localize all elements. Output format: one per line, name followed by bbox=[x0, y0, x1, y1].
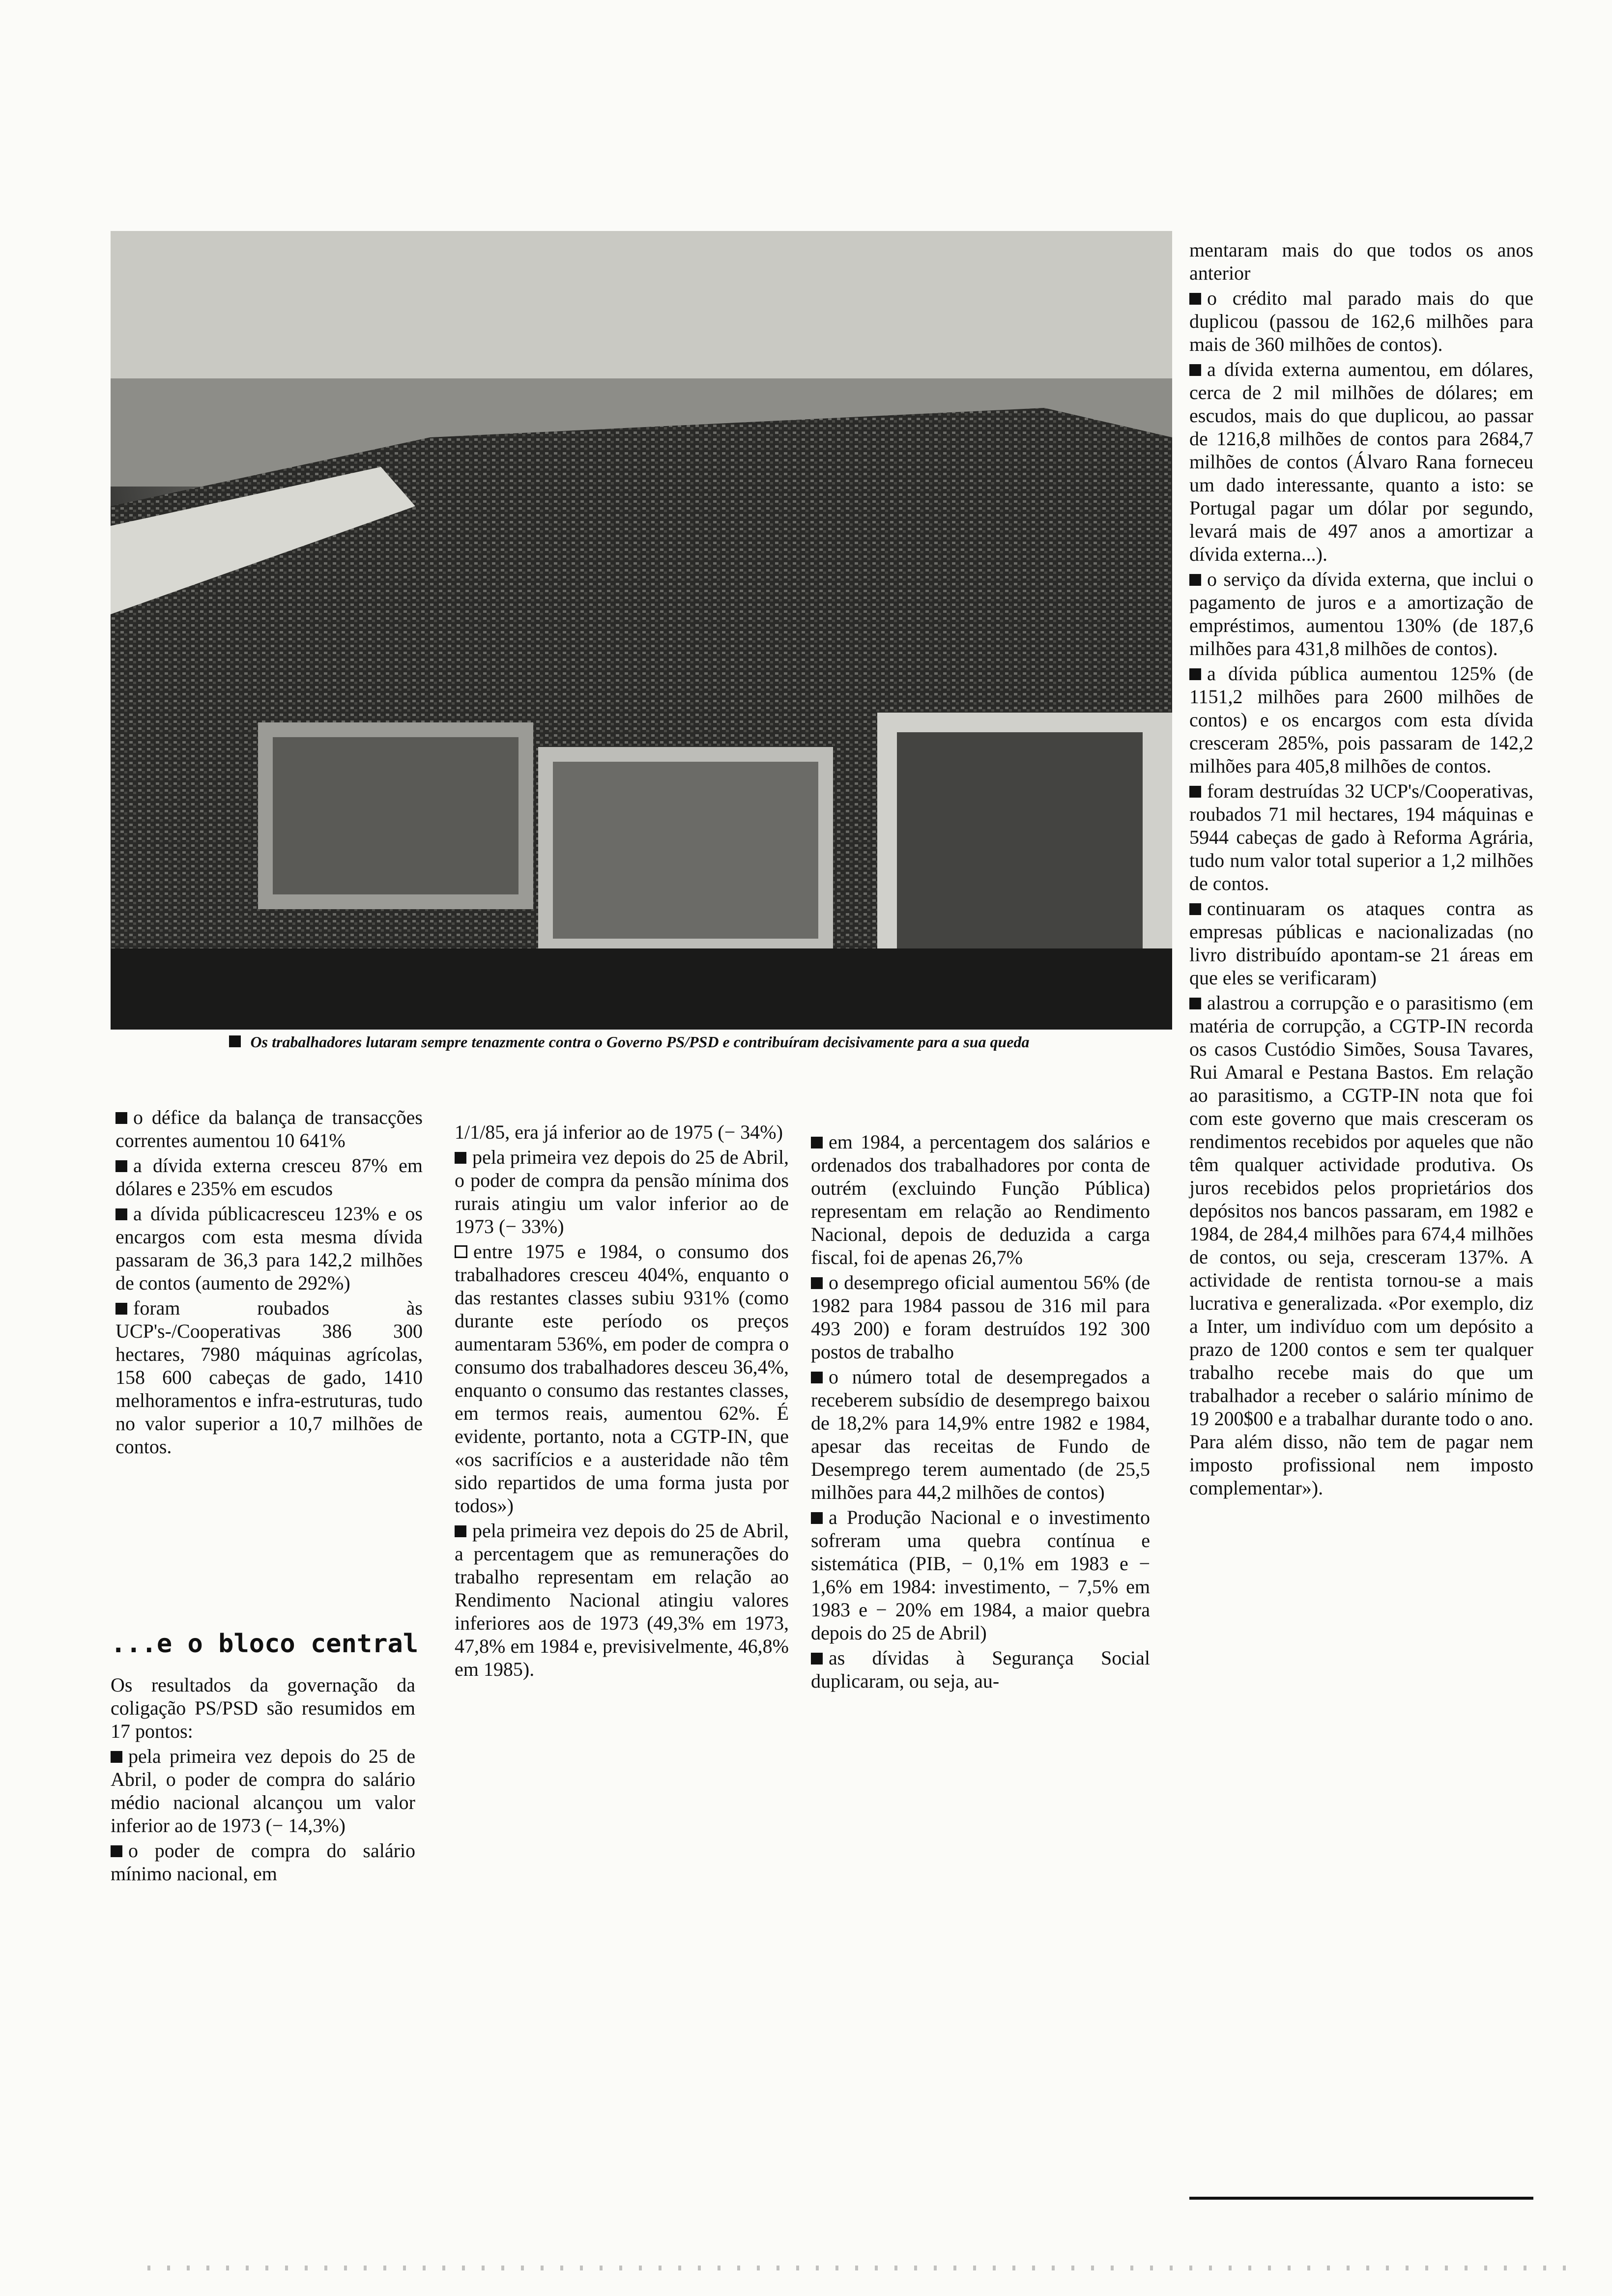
bullet-square-icon bbox=[115, 1208, 127, 1220]
paragraph: foram roubados às UCP's-/Cooperativas 386 300 hectares, 7980 máquinas agrícolas, 158 600 cabeças de gado, 1410 melhoramentos e infra-estruturas, tudo no valor superior a 10,7 milhões de contos. bbox=[115, 1297, 423, 1458]
bullet-square-icon bbox=[1189, 293, 1201, 305]
aerial-city-illustration bbox=[111, 231, 1172, 1030]
bullet-square-icon bbox=[115, 1303, 127, 1315]
paragraph: o poder de compra do salário mínimo nacional, em bbox=[111, 1839, 415, 1885]
photo-caption: Os trabalhadores lutaram sempre tenazmente contra o Governo PS/PSD e contribuíram decisivamente para a sua queda bbox=[93, 1032, 1165, 1052]
paragraph: foram destruídas 32 UCP's/Cooperativas, roubados 71 mil hectares, 194 máquinas e 5944 cabeças de gado à Reforma Agrária, tudo num valor total superior a 1,2 milhões de contos. bbox=[1189, 780, 1533, 894]
section-heading: ...e o bloco central bbox=[111, 1629, 419, 1659]
bullet-square-icon bbox=[811, 1372, 823, 1383]
bullet-square-icon bbox=[111, 1845, 122, 1857]
column-2 bbox=[455, 1120, 789, 1683]
paragraph: em 1984, a percentagem dos salários e ordenados dos trabalhadores por conta de outrém (excluindo Função Pública) representam em relação ao Rendimento Nacional, depois de deduzida a carga fiscal, foi de apenas 26,7% bbox=[811, 1131, 1150, 1268]
paragraph: pela primeira vez depois do 25 de Abril, a percentagem que as remunerações do trabalho representam em relação ao Rendimento Nacional atingiu valores inferiores aos de 1973 (49,3% em 1973, 47,8% em 1984 e, previsivelmente, 46,8% em 1985). bbox=[455, 1520, 789, 1680]
bullet-hollow-square-icon bbox=[455, 1245, 467, 1258]
bullet-square-icon bbox=[115, 1160, 127, 1172]
paragraph: o desemprego oficial aumentou 56% (de 1982 para 1984 passou de 316 mil para 493 200) e foram destruídos 192 300 postos de trabalho bbox=[811, 1271, 1150, 1363]
end-rule bbox=[1189, 2197, 1533, 2200]
scan-noise bbox=[147, 2266, 1573, 2270]
paragraph: alastrou a corrupção e o parasitismo (em matéria de corrupção, a CGTP-IN recorda os casos Custódio Simões, Sousa Tavares, Rui Amaral e Pestana Bastos. Em relação ao parasitismo, a CGTP-IN nota que foi com este governo que mais cresceram os rendimentos recebidos por aqueles que não têm qualquer actividade produtiva. Os juros recebidos pelos proprietários dos depósitos nos bancos passaram, em 1982 e 1984, de 284,4 milhões para 674,4 milhões de contos, ou seja, cresceram 137%. A actividade de rentista tornou-se a mais lucrativa e generalizada. «Por exemplo, diz a Inter, um indivíduo com um depósito a prazo de 1200 contos e sem ter qualquer trabalho recebe mais do que um trabalhador a receber o salário mínimo de 19 200$00 e a trabalhar durante todo o ano. Para além disso, não tem de pagar nem imposto profissional nem imposto complementar»). bbox=[1189, 992, 1533, 1499]
paragraph: a dívida públicacresceu 123% e os encargos com esta mesma dívida passaram de 36,3 para 142,2 milhões de contos (aumento de 292%) bbox=[115, 1203, 423, 1294]
paragraph: a Produção Nacional e o investimento sofreram uma quebra contínua e sistemática (PIB, − 0,1% em 1983 e − 1,6% em 1984: investimento, − 7,5% em 1983 e − 20% em 1984, a maior quebra depois do 25 de Abril) bbox=[811, 1506, 1150, 1644]
column-4 bbox=[1189, 238, 1533, 1501]
bullet-square-icon bbox=[811, 1277, 823, 1289]
bullet-square-icon bbox=[1189, 998, 1201, 1009]
paragraph: entre 1975 e 1984, o consumo dos trabalhadores cresceu 404%, enquanto o das restantes classes subiu 931% (como durante este período os preços aumentaram 536%, em poder de compra o consumo dos trabalhadores desceu 36,4%, enquanto o consumo das restantes classes, em termos reais, aumentou 62%. É evidente, portanto, nota a CGTP-IN, que «os sacrifícios e a austeridade não têm sido repartidos de uma forma justa por todos») bbox=[455, 1240, 789, 1517]
bullet-square-icon bbox=[811, 1512, 823, 1524]
bullet-square-icon bbox=[811, 1137, 823, 1148]
paragraph: Os resultados da governação da coligação PS/PSD são resumidos em 17 pontos: bbox=[111, 1674, 415, 1742]
intro-column bbox=[111, 1673, 415, 1887]
paragraph: o défice da balança de transacções correntes aumentou 10 641% bbox=[115, 1106, 423, 1151]
bullet-square-icon bbox=[229, 1035, 241, 1047]
paragraph: o crédito mal parado mais do que duplicou (passou de 162,6 milhões para mais de 360 milhões de contos). bbox=[1189, 287, 1533, 355]
paragraph: mentaram mais do que todos os anos anterior bbox=[1189, 239, 1533, 284]
paragraph: pela primeira vez depois do 25 de Abril, o poder de compra do salário médio nacional alcançou um valor inferior ao de 1973 (− 14,3%) bbox=[111, 1745, 415, 1837]
bullet-square-icon bbox=[1189, 364, 1201, 376]
bullet-square-icon bbox=[455, 1152, 466, 1164]
bullet-square-icon bbox=[811, 1653, 823, 1665]
paragraph: a dívida externa aumentou, em dólares, cerca de 2 mil milhões de dólares; em escudos, mais do que duplicou, ao passar de 1216,8 milhões de contos para 2684,7 milhões de contos (Álvaro Rana forneceu um dado interessante, quanto a isto: se Portugal pagar um dólar por segundo, levará mais de 497 anos a amortizar a dívida externa...). bbox=[1189, 358, 1533, 565]
bullet-square-icon bbox=[1189, 903, 1201, 915]
bullet-square-icon bbox=[1189, 668, 1201, 680]
bullet-square-icon bbox=[455, 1525, 466, 1537]
bullet-square-icon bbox=[1189, 786, 1201, 798]
paragraph: pela primeira vez depois do 25 de Abril, o poder de compra da pensão mínima dos rurais atingiu um valor inferior ao de 1973 (− 33%) bbox=[455, 1146, 789, 1237]
column-3 bbox=[811, 1130, 1150, 1694]
paragraph: a dívida pública aumentou 125% (de 1151,2 milhões para 2600 milhões de contos) e os encargos com esta dívida cresceram 285%, pois passaram de 142,2 milhões para 405,8 milhões de contos. bbox=[1189, 662, 1533, 777]
aerial-photo bbox=[111, 231, 1172, 1030]
bullet-square-icon bbox=[1189, 574, 1201, 586]
paragraph: o número total de desempregados a receberem subsídio de desemprego baixou de 18,2% para 14,9% entre 1982 e 1984, apesar das receitas de Fundo de Desemprego terem aumentado (de 25,5 milhões para 44,2 milhões de contos) bbox=[811, 1366, 1150, 1503]
bullet-square-icon bbox=[115, 1112, 127, 1124]
paragraph: continuaram os ataques contra as empresas públicas e nacionalizadas (no livro distribuído apontam-se 21 áreas em que eles se verificaram) bbox=[1189, 897, 1533, 989]
bullet-square-icon bbox=[111, 1751, 122, 1763]
paragraph: 1/1/85, era já inferior ao de 1975 (− 34%) bbox=[455, 1121, 783, 1143]
paragraph: a dívida externa cresceu 87% em dólares e 235% em escudos bbox=[115, 1154, 423, 1200]
paragraph: o serviço da dívida externa, que inclui o pagamento de juros e a amortização de empréstimos, aumentou 130% (de 187,6 milhões para 431,8 milhões de contos). bbox=[1189, 568, 1533, 660]
paragraph: as dívidas à Segurança Social duplicaram, ou seja, au- bbox=[811, 1647, 1150, 1692]
column-1 bbox=[115, 1106, 423, 1460]
